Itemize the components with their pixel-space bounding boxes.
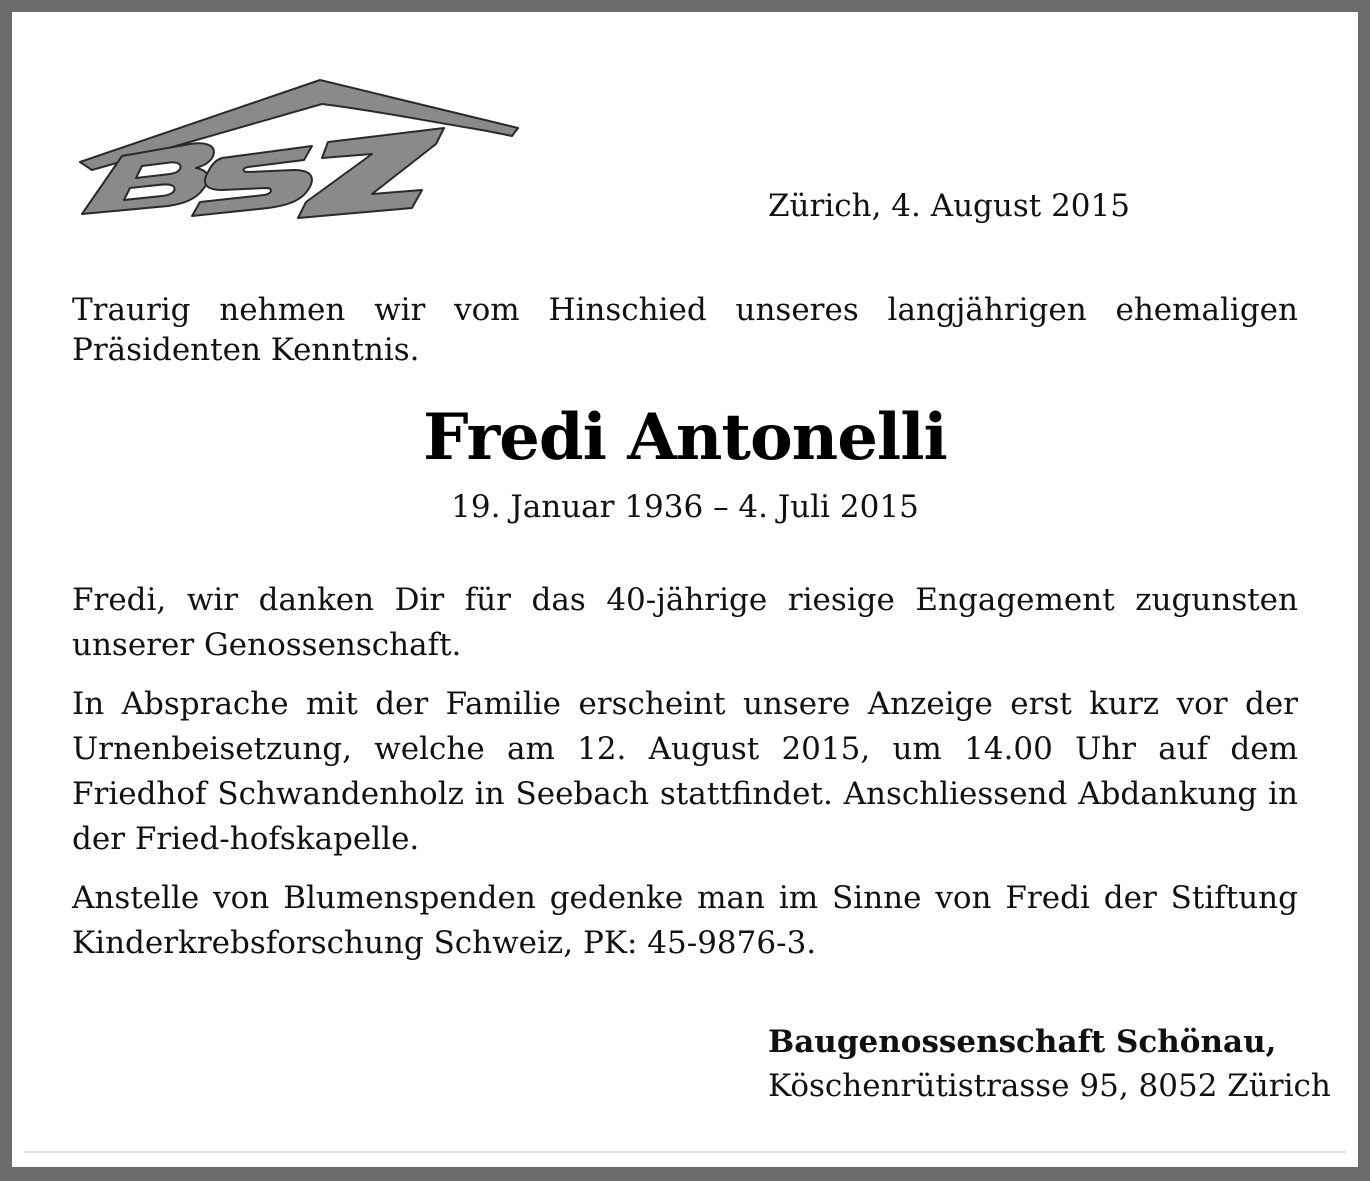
paragraph-ceremony: In Absprache mit der Familie erscheint unsere Anzeige erst kurz vor der Urnenbeisetzung, welche am 12. August 2015, um 14.00 Uhr auf dem Friedhof Schwandenholz in Seebach stattfindet. Anschliessend Abdankung in der Fried-hofskapelle. bbox=[72, 686, 1298, 857]
lifespan-dates: 19. Januar 1936 – 4. Juli 2015 bbox=[451, 489, 919, 525]
place-date: Zürich, 4. August 2015 bbox=[768, 188, 1130, 224]
bsz-roof-logo-icon bbox=[72, 74, 522, 224]
deceased-name: Fredi Antonelli bbox=[423, 400, 947, 475]
signature-block bbox=[768, 1020, 1331, 1108]
body-text bbox=[72, 578, 1298, 980]
organization-name: Baugenossenschaft Schönau, bbox=[768, 1024, 1277, 1060]
paragraph-thanks: Fredi, wir danken Dir für das 40-jährige riesige Engagement zugunsten unserer Genossenschaft. bbox=[72, 582, 1298, 663]
frame-divider bbox=[24, 1151, 1346, 1153]
paragraph-donation: Anstelle von Blumenspenden gedenke man im Sinne von Fredi der Stiftung Kinderkrebsforschung Schweiz, PK: 45-9876-3. bbox=[72, 880, 1298, 961]
intro-text: Traurig nehmen wir vom Hinschied unseres langjährigen ehemaligen Präsidenten Kenntnis. bbox=[72, 292, 1298, 368]
organization-address: Köschenrütistrasse 95, 8052 Zürich bbox=[768, 1068, 1331, 1104]
